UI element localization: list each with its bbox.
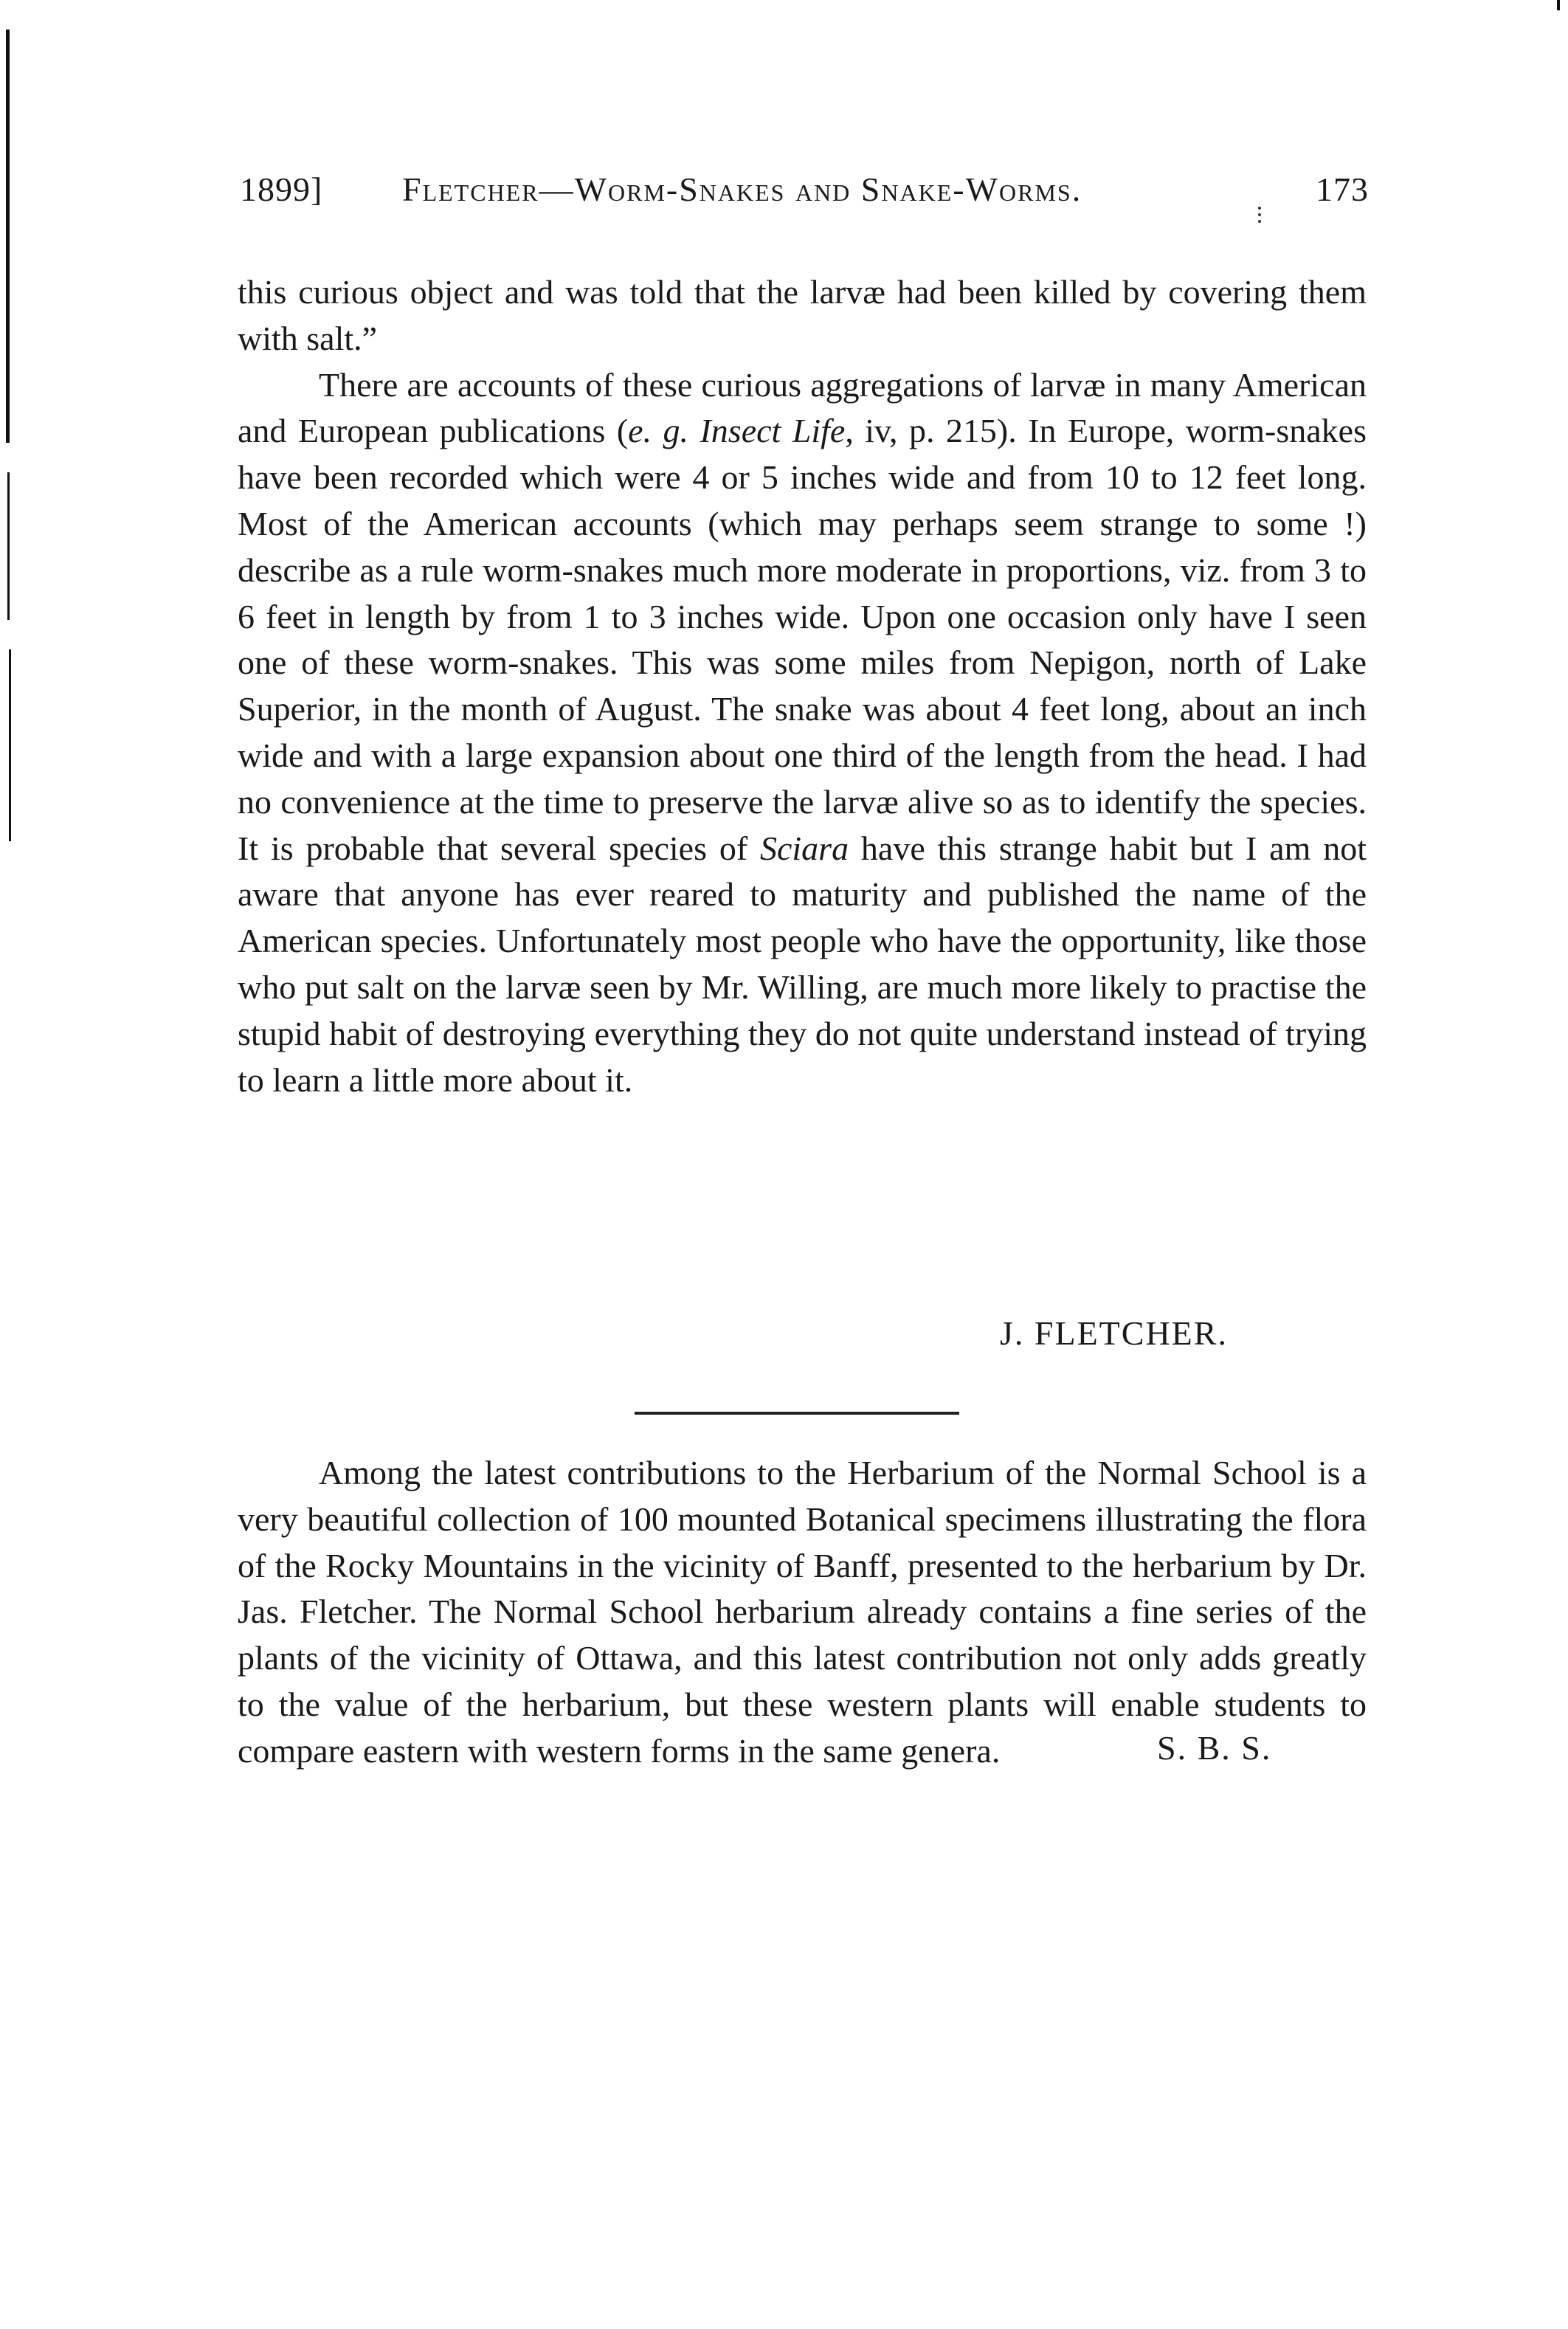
article-body [238, 269, 1367, 1103]
running-head [240, 170, 1369, 221]
header-title: Fletcher—Worm-Snakes and Snake-Worms. [402, 170, 1082, 208]
header-dot-mark [1258, 207, 1265, 223]
article-paragraph [238, 362, 1367, 1104]
header-year: 1899] [240, 170, 323, 208]
note-initials: S. B. S. [1157, 1729, 1272, 1767]
article-text: have this strange habit but I am not aware that anyone has ever reared to maturity and published the name of the American species. Unfortunately most people who have the opportunity, like those who put salt on the larvæ seen by Mr. Willing, are much more likely to practise the stupid habit of destroying everything they do not quite understand instead of trying to learn a little more about it. [238, 829, 1367, 1099]
article-text: , iv, p. 215). In Europe, worm-snakes have been recorded which were 4 or 5 inches wide and from 10 to 12 feet long. Most of the American accounts (which may perhaps seem strange to some !) describe as a rule worm-snakes much more moderate in proportions, viz. from 3 to 6 feet in length by from 1 to 3 inches wide. Upon one occasion only have I seen one of these worm-snakes. This was some miles from Nepigon, north of Lake Superior, in the month of August. The snake was about 4 feet long, about an inch wide and with a large expansion about one third of the length from the head. I had no convenience at the time to preserve the larvæ alive so as to identify the species. It is probable that several species of [238, 412, 1367, 867]
article-paragraph: this curious object and was told that the larvæ had been killed by covering them with salt.” [238, 273, 1367, 357]
section-divider [635, 1412, 959, 1415]
scan-edge-mark [7, 472, 10, 620]
scan-edge-mark [1557, 0, 1560, 10]
article-text: There are accounts of these curious aggregations of larvæ in many American and European publications ( [238, 365, 1367, 450]
page-number: 173 [1316, 170, 1369, 208]
note-paragraph: Among the latest contributions to the Herbarium of the Normal School is a very beautiful collection of 100 mounted Botanical specimens illustrating the flora of the Rocky Mountains in the vicinity of Banff, presented to the herbarium by Dr. Jas. Fletcher. The Normal School herbarium already contains a fine series of the plants of the vicinity of Ottawa, and this latest contribution not only adds greatly to the value of the herbarium, but these western plants will enable students to compare eastern with western forms in the same genera. [238, 1454, 1367, 1770]
herbarium-note [238, 1450, 1367, 1775]
genus-name: Sciara [759, 829, 849, 867]
scan-edge-mark [9, 649, 11, 841]
article-signature: J. FLETCHER. [1000, 1314, 1228, 1352]
scan-edge-mark [6, 30, 10, 443]
citation-reference: e. g. Insect Life [628, 412, 846, 450]
